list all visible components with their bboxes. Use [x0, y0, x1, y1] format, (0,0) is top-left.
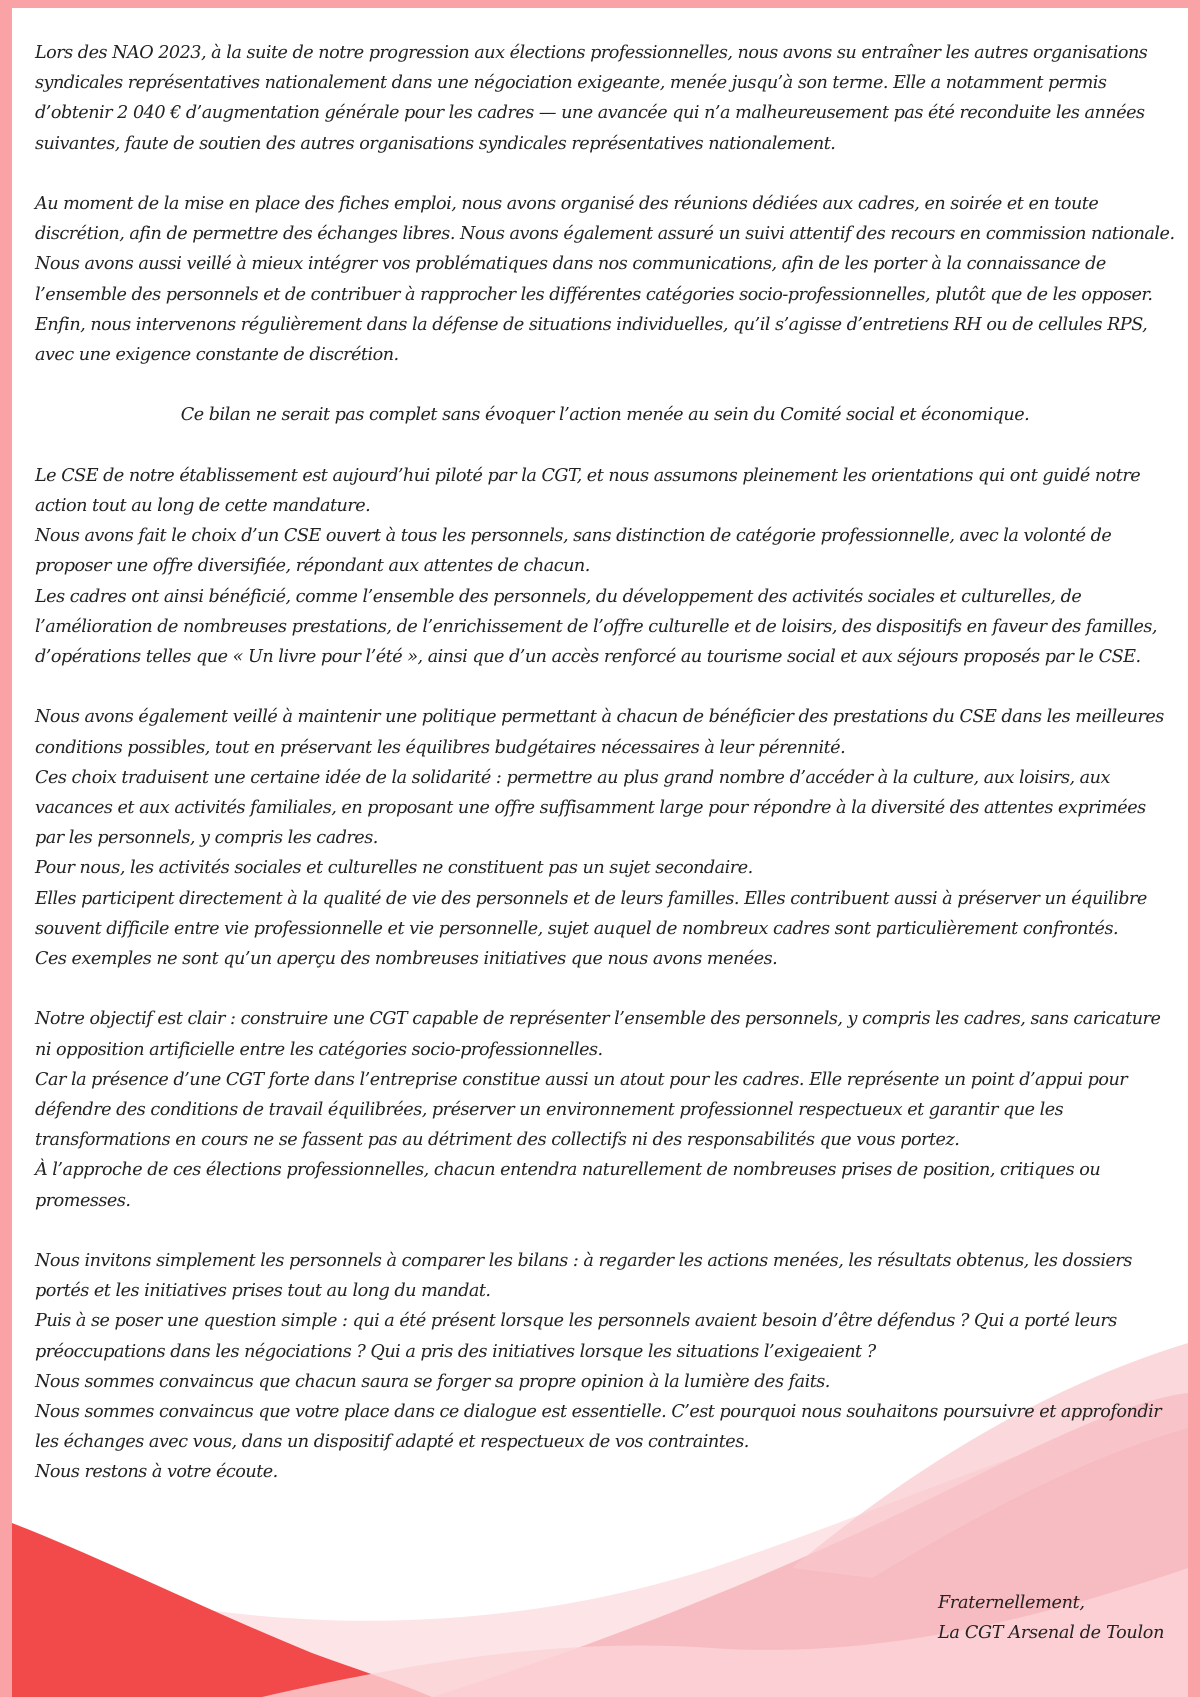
paragraph: Nous sommes convaincus que chacun saura se forger sa propre opinion à la lumière des faits. — [35, 1371, 830, 1392]
paragraph: Nous restons à votre écoute. — [35, 1462, 278, 1483]
closing-line: Fraternellement, — [938, 1593, 1085, 1613]
paragraph: Nous avons fait le choix d’un CSE ouvert à tous les personnels, sans distinction de catégorie professionnelle, avec la volonté de proposer une offre diversifiée, répondant aux attentes de chacun. — [35, 526, 1112, 577]
paragraph: Ces choix traduisent une certaine idée de la solidarité : permettre au plus grand nombre d’accéder à la culture, aux loisirs, aux vacances et aux activités familiales, en proposant une offre suffisamment large pour répondre à la diversité des attentes exprimées par les personnels, y compris les cadres. — [35, 767, 1146, 849]
paragraph: Nous avons aussi veillé à mieux intégrer vos problématiques dans nos communications, afin de les porter à la connaissance de l’ensemble des personnels et de contribuer à rapprocher les différentes catégories socio-professionnelles, plutôt que de les opposer. — [35, 254, 1153, 305]
paragraph: Notre objectif est clair : construire une CGT capable de représenter l’ensemble des personnels, y compris les cadres, sans caricature ni opposition artificielle entre les catégories socio-professionnelles. — [35, 1009, 1161, 1060]
paragraph: Car la présence d’une CGT forte dans l’entreprise constitue aussi un atout pour les cadres. Elle représente un point d’appui pour défendre des conditions de travail équilibrées, préserver un environnement professionnel respectueux et garantir que les transformations en cours ne se fassent pas au détriment des collectifs ni des responsabilités que vous portez. — [35, 1069, 1128, 1151]
paragraph: Lors des NAO 2023, à la suite de notre progression aux élections professionnelles, nous avons su entraîner les autres organisations syndicales représentatives nationalement dans une négociation exigeante, menée jusqu’à son terme. Elle a notamment permis d’obtenir 2 040 € d’augmentation générale pour les cadres — une avancée qui n’a malheureusement pas été reconduite les années suivantes, faute de soutien des autres organisations syndicales représentatives nationalement. — [35, 43, 1148, 154]
letter-body — [35, 38, 1175, 1488]
paragraph: Puis à se poser une question simple : qui a été présent lorsque les personnels avaient besoin d’être défendus ? Qui a porté leurs préoccupations dans les négociations ? Qui a pris des initiatives lorsque les situations l’exigeaient ? — [35, 1311, 1117, 1362]
letter-page — [12, 8, 1188, 1697]
paragraph: Nous sommes convaincus que votre place dans ce dialogue est essentielle. C’est pourquoi nous souhaitons poursuivre et approfondir les échanges avec vous, dans un dispositif adapté et respectueux de vos contraintes. — [35, 1402, 1162, 1453]
paragraph: Nous invitons simplement les personnels à comparer les bilans : à regarder les actions menées, les résultats obtenus, les dossiers portés et les initiatives prises tout au long du mandat. — [35, 1251, 1132, 1302]
paragraph: Les cadres ont ainsi bénéficié, comme l’ensemble des personnels, du développement des activités sociales et culturelles, de l’amélioration de nombreuses prestations, de l’enrichissement de l’offre culturelle et de loisirs, des dispositifs en faveur des familles, d’opérations telles que « Un livre pour l’été », ainsi que d’un accès renforcé au tourisme social et aux séjours proposés par le CSE. — [35, 586, 1158, 668]
paragraph: À l’approche de ces élections professionnelles, chacun entendra naturellement de nombreuses prises de position, critiques ou promesses. — [35, 1160, 1101, 1211]
paragraph: Pour nous, les activités sociales et culturelles ne constituent pas un sujet secondaire. — [35, 858, 753, 879]
paragraph: Ces exemples ne sont qu’un aperçu des nombreuses initiatives que nous avons menées. — [35, 949, 778, 970]
paragraph: Enfin, nous intervenons régulièrement dans la défense de situations individuelles, qu’il s’agisse d’entretiens RH ou de cellules RPS, avec une exigence constante de discrétion. — [35, 314, 1148, 366]
paragraph: Le CSE de notre établissement est aujourd’hui piloté par la CGT, et nous assumons pleinement les orientations qui ont guidé notre action tout au long de cette mandature. — [35, 465, 1141, 516]
signature-block — [938, 1588, 1164, 1648]
sender-name: La CGT Arsenal de Toulon — [938, 1623, 1165, 1644]
paragraph-centered: Ce bilan ne serait pas complet sans évoquer l’action menée au sein du Comité social et économique. — [180, 405, 1030, 426]
paragraph: Nous avons également veillé à maintenir une politique permettant à chacun de bénéficier des prestations du CSE dans les meilleures conditions possibles, tout en préservant les équilibres budgétaires nécessaires à leur pérennité. — [35, 707, 1164, 758]
paragraph: Elles participent directement à la qualité de vie des personnels et de leurs familles. Elles contribuent aussi à préserver un équilibre souvent difficile entre vie professionnelle et vie personnelle, sujet auquel de nombreux cadres sont particulièrement confrontés. — [35, 888, 1147, 939]
paragraph: Au moment de la mise en place des fiches emploi, nous avons organisé des réunions dédiées aux cadres, en soirée et en toute discrétion, afin de permettre des échanges libres. Nous avons également assuré un suivi attentif des recours en commission nationale. — [35, 194, 1175, 245]
